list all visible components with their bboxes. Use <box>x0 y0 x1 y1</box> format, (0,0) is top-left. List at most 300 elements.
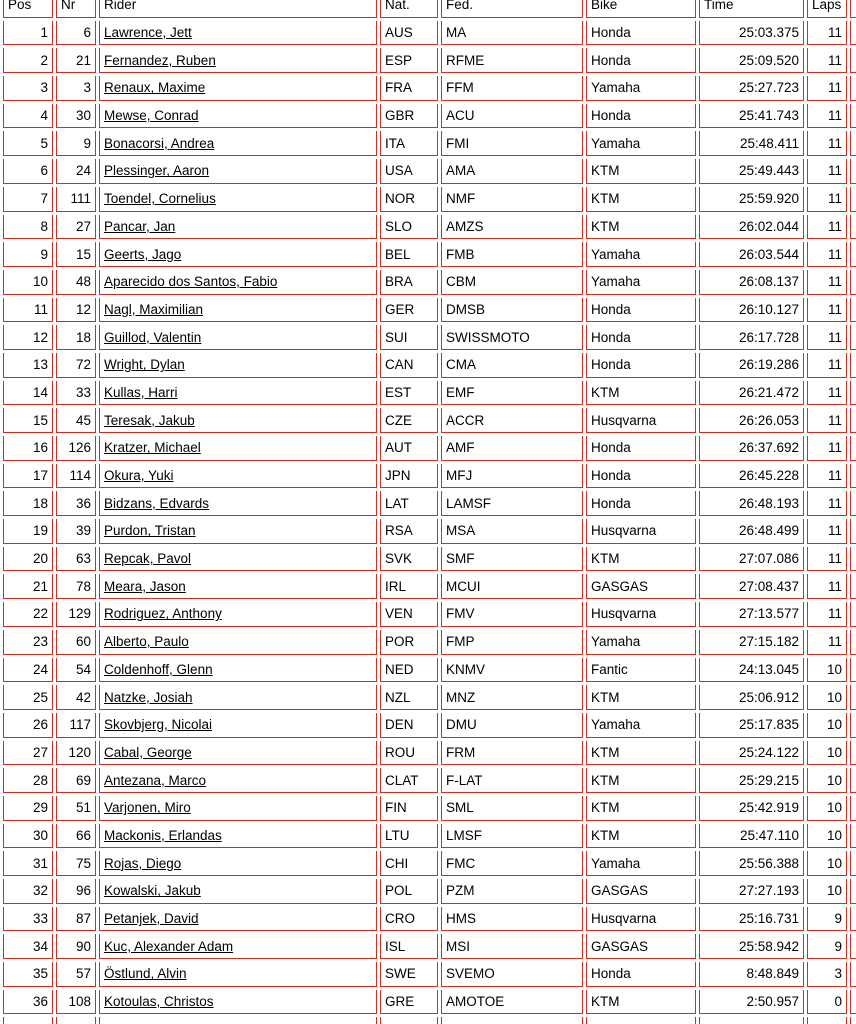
cell-nat: LTU <box>380 824 438 849</box>
rider-link[interactable]: Fernandez, Ruben <box>104 52 216 68</box>
cell-nat: EST <box>380 381 438 406</box>
col-header-bike: Bike <box>586 0 696 18</box>
cell-bike: Yamaha <box>586 131 696 156</box>
cell-laps: 11 <box>807 491 847 516</box>
table-row <box>3 879 856 904</box>
cell-laps: 11 <box>807 436 847 461</box>
cell-extra <box>850 464 856 489</box>
cell-fed: SVEMO <box>441 962 583 987</box>
cell-nat: RSA <box>380 519 438 544</box>
col-header-fed: Fed. <box>441 0 583 18</box>
cell-bike: Yamaha <box>586 242 696 267</box>
cell-extra <box>850 131 856 156</box>
cell-nat: SUI <box>380 325 438 350</box>
table-row <box>3 298 856 323</box>
cell-nr: 9 <box>56 131 96 156</box>
cell-bike: KTM <box>586 159 696 184</box>
cell-time: 8:48.849 <box>699 962 804 987</box>
cell-rider <box>99 602 377 627</box>
rider-link[interactable]: Teresak, Jakub <box>104 412 195 428</box>
results-table-body <box>3 21 856 1024</box>
cell-extra <box>850 741 856 766</box>
cell-extra <box>850 907 856 932</box>
rider-link[interactable]: Toendel, Cornelius <box>104 191 216 207</box>
cell-nat: ITA <box>380 131 438 156</box>
cell-pos: 20 <box>3 547 53 572</box>
table-row <box>3 768 856 793</box>
cell-pos: 24 <box>3 658 53 683</box>
cell-bike: Fantic <box>586 658 696 683</box>
table-row <box>3 658 856 683</box>
cell-nr: 36 <box>56 491 96 516</box>
cell-pos: 16 <box>3 436 53 461</box>
cell-rider <box>99 408 377 433</box>
rider-link[interactable]: Rojas, Diego <box>104 855 182 871</box>
cell-rider <box>99 159 377 184</box>
cell-bike: Yamaha <box>586 851 696 876</box>
cell-extra <box>850 574 856 599</box>
cell-laps: 10 <box>807 658 847 683</box>
cell-extra <box>850 242 856 267</box>
cell-time: 25:48.411 <box>699 131 804 156</box>
cell-rider <box>99 215 377 240</box>
cell-nr: 51 <box>56 796 96 821</box>
cell-fed: DMU <box>441 713 583 738</box>
rider-link[interactable]: Petanjek, David <box>104 911 199 927</box>
cell-pos: 6 <box>3 159 53 184</box>
cell-laps: 10 <box>807 851 847 876</box>
cell-rider <box>99 574 377 599</box>
cell-fed: FMB <box>441 242 583 267</box>
cell-extra <box>850 519 856 544</box>
cell-pos: 8 <box>3 215 53 240</box>
table-row <box>3 602 856 627</box>
cell-nat: JPN <box>380 464 438 489</box>
rider-link[interactable]: Varjonen, Miro <box>104 800 191 816</box>
rider-link[interactable]: Pancar, Jan <box>104 218 176 234</box>
cell-nat: ISL <box>380 934 438 959</box>
cell-time: 27:08.437 <box>699 574 804 599</box>
rider-link[interactable]: Renaux, Maxime <box>104 80 206 96</box>
cell-pos: 7 <box>3 187 53 212</box>
cell-nat: BRA <box>380 270 438 295</box>
cell-laps: 10 <box>807 685 847 710</box>
cell-fed: SWISSMOTO <box>441 325 583 350</box>
cell-nr: 42 <box>56 685 96 710</box>
cell-extra <box>850 491 856 516</box>
cell-time: 25:24.122 <box>699 741 804 766</box>
cell-nr: 72 <box>56 353 96 378</box>
rider-link[interactable]: Kowalski, Jakub <box>104 883 201 899</box>
cell-nr: 12 <box>56 298 96 323</box>
cell-time: 25:58.942 <box>699 934 804 959</box>
table-header-row <box>3 0 856 18</box>
col-header-time: Time <box>699 0 804 18</box>
cell-nr: 63 <box>56 547 96 572</box>
cell-laps: 11 <box>807 602 847 627</box>
cell-laps: 3 <box>807 962 847 987</box>
cell-fed: CMA <box>441 353 583 378</box>
cell-nat: LAT <box>380 491 438 516</box>
cell-extra <box>850 796 856 821</box>
cell-pos: 32 <box>3 879 53 904</box>
cell-pos <box>3 1017 53 1024</box>
cell-laps: 11 <box>807 104 847 129</box>
cell-bike: Honda <box>586 48 696 73</box>
cell-pos: 33 <box>3 907 53 932</box>
cell-rider <box>99 630 377 655</box>
cell-rider <box>99 741 377 766</box>
cell-rider <box>99 21 377 46</box>
cell-rider <box>99 325 377 350</box>
rider-link[interactable]: Kullas, Harri <box>104 384 178 400</box>
rider-link[interactable]: Lawrence, Jett <box>104 25 192 41</box>
rider-link[interactable]: Aparecido dos Santos, Fabio <box>104 274 278 290</box>
cell-bike: Honda <box>586 353 696 378</box>
cell-fed: KNMV <box>441 658 583 683</box>
cell-fed: RFME <box>441 48 583 73</box>
cell-extra <box>850 76 856 101</box>
cell-fed: CBM <box>441 270 583 295</box>
cell-rider <box>99 464 377 489</box>
cell-laps: 11 <box>807 381 847 406</box>
cell-nr: 39 <box>56 519 96 544</box>
col-header-nr: Nr <box>56 0 96 18</box>
rider-link[interactable]: Alberto, Paulo <box>104 634 189 650</box>
cell-fed: MCUI <box>441 574 583 599</box>
cell-time: 25:56.388 <box>699 851 804 876</box>
rider-link[interactable]: Bonacorsi, Andrea <box>104 135 215 151</box>
cell-nat: GRE <box>380 990 438 1015</box>
cell-fed: AMOTOE <box>441 990 583 1015</box>
table-row <box>3 519 856 544</box>
cell-pos: 29 <box>3 796 53 821</box>
cell-fed: FMV <box>441 602 583 627</box>
table-row <box>3 242 856 267</box>
table-row <box>3 491 856 516</box>
cell-nr: 111 <box>56 187 96 212</box>
cell-extra <box>850 824 856 849</box>
table-row <box>3 851 856 876</box>
cell-nr: 21 <box>56 48 96 73</box>
cell-nr: 75 <box>56 851 96 876</box>
cell-nr: 69 <box>56 768 96 793</box>
cell-extra <box>850 879 856 904</box>
cell-extra <box>850 630 856 655</box>
table-row <box>3 436 856 461</box>
cell-time: 26:48.193 <box>699 491 804 516</box>
rider-link[interactable]: Cabal, George <box>104 744 192 760</box>
cell-laps: 11 <box>807 519 847 544</box>
cell-fed: FRM <box>441 741 583 766</box>
cell-bike: Yamaha <box>586 713 696 738</box>
cell-pos: 18 <box>3 491 53 516</box>
rider-link[interactable]: Mewse, Conrad <box>104 108 199 124</box>
cell-extra <box>850 990 856 1015</box>
table-row <box>3 21 856 46</box>
cell-rider <box>99 796 377 821</box>
cell-bike: GASGAS <box>586 574 696 599</box>
cell-rider <box>99 907 377 932</box>
cell-laps: 11 <box>807 215 847 240</box>
cell-extra <box>850 713 856 738</box>
cell-rider <box>99 1017 377 1024</box>
cell-extra <box>850 215 856 240</box>
rider-link[interactable]: Skovbjerg, Nicolai <box>104 717 213 733</box>
cell-extra <box>850 408 856 433</box>
table-row <box>3 824 856 849</box>
cell-bike: KTM <box>586 796 696 821</box>
cell-nat: NZL <box>380 685 438 710</box>
cell-rider <box>99 685 377 710</box>
cell-time: 27:15.182 <box>699 630 804 655</box>
cell-extra <box>850 851 856 876</box>
cell-rider <box>99 990 377 1015</box>
cell-nr: 3 <box>56 76 96 101</box>
cell-nat: DEN <box>380 713 438 738</box>
cell-time: 26:19.286 <box>699 353 804 378</box>
cell-nr: 96 <box>56 879 96 904</box>
cell-time: 26:48.499 <box>699 519 804 544</box>
cell-pos: 10 <box>3 270 53 295</box>
cell-nr: 114 <box>56 464 96 489</box>
cell-bike: Honda <box>586 298 696 323</box>
cell-bike: Honda <box>586 325 696 350</box>
cell-pos: 23 <box>3 630 53 655</box>
cell-fed: AMA <box>441 159 583 184</box>
rider-link[interactable]: Kratzer, Michael <box>104 440 201 456</box>
rider-link[interactable]: Guillod, Valentin <box>104 329 202 345</box>
cell-laps: 11 <box>807 630 847 655</box>
table-row <box>3 48 856 73</box>
table-row <box>3 270 856 295</box>
cell-pos: 22 <box>3 602 53 627</box>
cell-nr: 57 <box>56 962 96 987</box>
cell-laps: 11 <box>807 464 847 489</box>
cell-nr: 60 <box>56 630 96 655</box>
cell-nat: NOR <box>380 187 438 212</box>
cell-bike: KTM <box>586 824 696 849</box>
cell-bike: KTM <box>586 547 696 572</box>
cell-fed: MFJ <box>441 464 583 489</box>
cell-laps <box>807 1017 847 1024</box>
cell-fed: ACU <box>441 104 583 129</box>
cell-rider <box>99 934 377 959</box>
rider-link[interactable]: Natzke, Josiah <box>104 689 193 705</box>
cell-pos: 9 <box>3 242 53 267</box>
cell-pos: 17 <box>3 464 53 489</box>
table-row <box>3 131 856 156</box>
cell-time: 25:09.520 <box>699 48 804 73</box>
cell-nr: 6 <box>56 21 96 46</box>
cell-extra <box>850 1017 856 1024</box>
cell-bike: Yamaha <box>586 630 696 655</box>
cell-extra <box>850 298 856 323</box>
cell-rider <box>99 851 377 876</box>
cell-laps: 11 <box>807 242 847 267</box>
cell-rider <box>99 962 377 987</box>
cell-laps: 11 <box>807 353 847 378</box>
cell-fed: F-LAT <box>441 768 583 793</box>
rider-link[interactable]: Meara, Jason <box>104 578 186 594</box>
rider-link[interactable]: Plessinger, Aaron <box>104 163 210 179</box>
cell-time: 25:29.215 <box>699 768 804 793</box>
cell-extra <box>850 658 856 683</box>
cell-pos: 1 <box>3 21 53 46</box>
cell-bike: Husqvarna <box>586 408 696 433</box>
cell-laps: 11 <box>807 76 847 101</box>
rider-link[interactable]: Mackonis, Erlandas <box>104 827 222 843</box>
cell-time: 25:41.743 <box>699 104 804 129</box>
cell-nat: SWE <box>380 962 438 987</box>
cell-pos: 28 <box>3 768 53 793</box>
cell-rider <box>99 187 377 212</box>
cell-pos: 36 <box>3 990 53 1015</box>
cell-nr: 33 <box>56 381 96 406</box>
cell-pos: 21 <box>3 574 53 599</box>
cell-fed: LAMSF <box>441 491 583 516</box>
cell-time: 26:08.137 <box>699 270 804 295</box>
cell-nr: 15 <box>56 242 96 267</box>
cell-extra <box>850 270 856 295</box>
cell-pos: 27 <box>3 741 53 766</box>
cell-nr <box>56 1017 96 1024</box>
table-row <box>3 713 856 738</box>
cell-nat: SVK <box>380 547 438 572</box>
cell-nat: FIN <box>380 796 438 821</box>
cell-bike <box>586 1017 696 1024</box>
cell-time: 26:17.728 <box>699 325 804 350</box>
cell-rider <box>99 48 377 73</box>
cell-bike: Honda <box>586 491 696 516</box>
cell-nat: GBR <box>380 104 438 129</box>
cell-laps: 11 <box>807 325 847 350</box>
cell-fed: MNZ <box>441 685 583 710</box>
rider-link[interactable]: Nagl, Maximilian <box>104 301 204 317</box>
rider-link[interactable]: Kuc, Alexander Adam <box>104 938 234 954</box>
cell-time: 25:59.920 <box>699 187 804 212</box>
cell-rider <box>99 131 377 156</box>
cell-pos: 35 <box>3 962 53 987</box>
cell-nat: VEN <box>380 602 438 627</box>
cell-rider <box>99 713 377 738</box>
table-row <box>3 962 856 987</box>
cell-time: 26:26.053 <box>699 408 804 433</box>
cell-nat: CLAT <box>380 768 438 793</box>
cell-time: 25:27.723 <box>699 76 804 101</box>
cell-fed: FFM <box>441 76 583 101</box>
rider-link[interactable]: Rodriguez, Anthony <box>104 606 222 622</box>
cell-laps: 10 <box>807 768 847 793</box>
cell-laps: 9 <box>807 934 847 959</box>
cell-pos: 11 <box>3 298 53 323</box>
cell-nr: 108 <box>56 990 96 1015</box>
table-row <box>3 408 856 433</box>
cell-fed: AMZS <box>441 215 583 240</box>
cell-pos: 15 <box>3 408 53 433</box>
cell-nat: FRA <box>380 76 438 101</box>
cell-time: 2:50.957 <box>699 990 804 1015</box>
cell-fed: PZM <box>441 879 583 904</box>
cell-bike: Honda <box>586 436 696 461</box>
cell-fed: NMF <box>441 187 583 212</box>
rider-link[interactable]: Wright, Dylan <box>104 357 185 373</box>
cell-extra <box>850 436 856 461</box>
cell-rider <box>99 76 377 101</box>
cell-extra <box>850 768 856 793</box>
cell-time <box>699 1017 804 1024</box>
cell-fed: AMF <box>441 436 583 461</box>
table-row <box>3 464 856 489</box>
table-row <box>3 547 856 572</box>
cell-bike: KTM <box>586 741 696 766</box>
cell-rider <box>99 879 377 904</box>
cell-nat: SLO <box>380 215 438 240</box>
cell-nr: 45 <box>56 408 96 433</box>
rider-link[interactable]: Östlund, Alvin <box>104 966 187 982</box>
cell-rider <box>99 519 377 544</box>
cell-extra <box>850 159 856 184</box>
cell-fed: ACCR <box>441 408 583 433</box>
rider-link[interactable]: Antezana, Marco <box>104 772 207 788</box>
cell-nr: 54 <box>56 658 96 683</box>
cell-fed: SML <box>441 796 583 821</box>
cell-fed <box>441 1017 583 1024</box>
rider-link[interactable]: Okura, Yuki <box>104 468 174 484</box>
cell-bike: GASGAS <box>586 934 696 959</box>
rider-link[interactable]: Purdon, Tristan <box>104 523 196 539</box>
cell-nat: CHI <box>380 851 438 876</box>
cell-nat: IRL <box>380 574 438 599</box>
col-header-rider: Rider <box>99 0 377 18</box>
cell-bike: Husqvarna <box>586 907 696 932</box>
cell-laps: 0 <box>807 990 847 1015</box>
cell-laps: 10 <box>807 796 847 821</box>
rider-link[interactable]: Bidzans, Edvards <box>104 495 210 511</box>
rider-link[interactable]: Coldenhoff, Glenn <box>104 661 213 677</box>
cell-fed: SMF <box>441 547 583 572</box>
cell-nat <box>380 1017 438 1024</box>
cell-laps: 11 <box>807 131 847 156</box>
cell-pos: 30 <box>3 824 53 849</box>
cell-pos: 2 <box>3 48 53 73</box>
cell-laps: 11 <box>807 574 847 599</box>
cell-nr: 126 <box>56 436 96 461</box>
cell-nr: 18 <box>56 325 96 350</box>
cell-laps: 11 <box>807 298 847 323</box>
cell-nr: 48 <box>56 270 96 295</box>
cell-laps: 10 <box>807 879 847 904</box>
rider-link[interactable]: Repcak, Pavol <box>104 551 192 567</box>
cell-pos: 12 <box>3 325 53 350</box>
table-row <box>3 990 856 1015</box>
cell-bike: Honda <box>586 962 696 987</box>
rider-link[interactable]: Kotoulas, Christos <box>104 994 214 1010</box>
cell-extra <box>850 381 856 406</box>
cell-laps: 10 <box>807 824 847 849</box>
cell-time: 24:13.045 <box>699 658 804 683</box>
table-row <box>3 685 856 710</box>
cell-pos: 25 <box>3 685 53 710</box>
rider-link[interactable]: Geerts, Jago <box>104 246 182 262</box>
cell-fed: FMP <box>441 630 583 655</box>
table-row <box>3 76 856 101</box>
cell-nr: 90 <box>56 934 96 959</box>
cell-nat: GER <box>380 298 438 323</box>
cell-bike: KTM <box>586 990 696 1015</box>
cell-fed: MSI <box>441 934 583 959</box>
cell-nr: 78 <box>56 574 96 599</box>
